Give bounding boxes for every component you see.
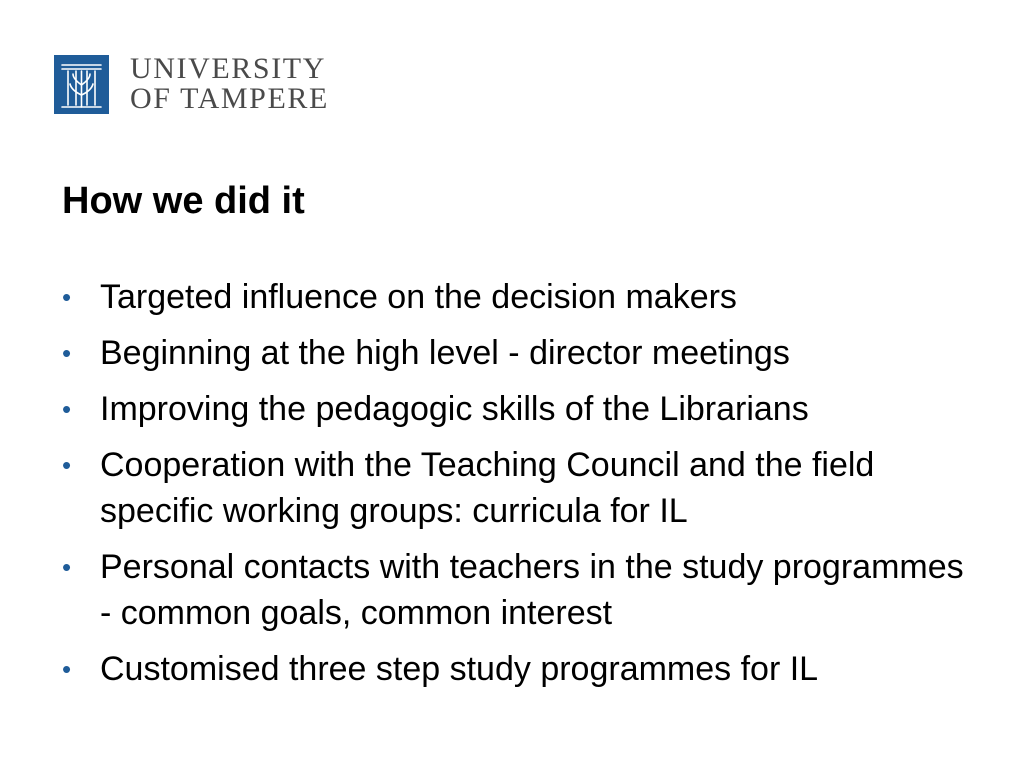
bullet-item [62,330,982,376]
bullet-dot-icon: • [62,654,72,684]
university-logo [54,54,329,114]
wordmark-line-2: OF TAMPERE [130,82,329,115]
university-wordmark [130,54,329,114]
bullet-dot-icon: • [62,450,72,480]
bullet-item [62,274,982,320]
university-emblem-icon [54,55,109,114]
bullet-text: Targeted influence on the decision makers [100,278,737,316]
bullet-dot-icon: • [62,394,72,424]
bullet-dot-icon: • [62,552,72,582]
bullet-item [62,646,982,692]
wordmark-line-1: UNIVERSITY [130,52,326,85]
bullet-dot-icon: • [62,282,72,312]
bullet-list [62,274,982,702]
bullet-item [62,442,982,534]
bullet-text: Cooperation with the Teaching Council and the field specific working groups: curricula for IL [100,446,875,530]
bullet-text: Customised three step study programmes for IL [100,650,819,688]
bullet-dot-icon: • [62,338,72,368]
bullet-item [62,386,982,432]
bullet-text: Beginning at the high level - director meetings [100,334,790,372]
bullet-text: Improving the pedagogic skills of the Librarians [100,390,809,428]
bullet-item [62,544,982,636]
slide-title: How we did it [62,180,305,222]
bullet-text: Personal contacts with teachers in the study programmes - common goals, common interest [100,548,964,632]
